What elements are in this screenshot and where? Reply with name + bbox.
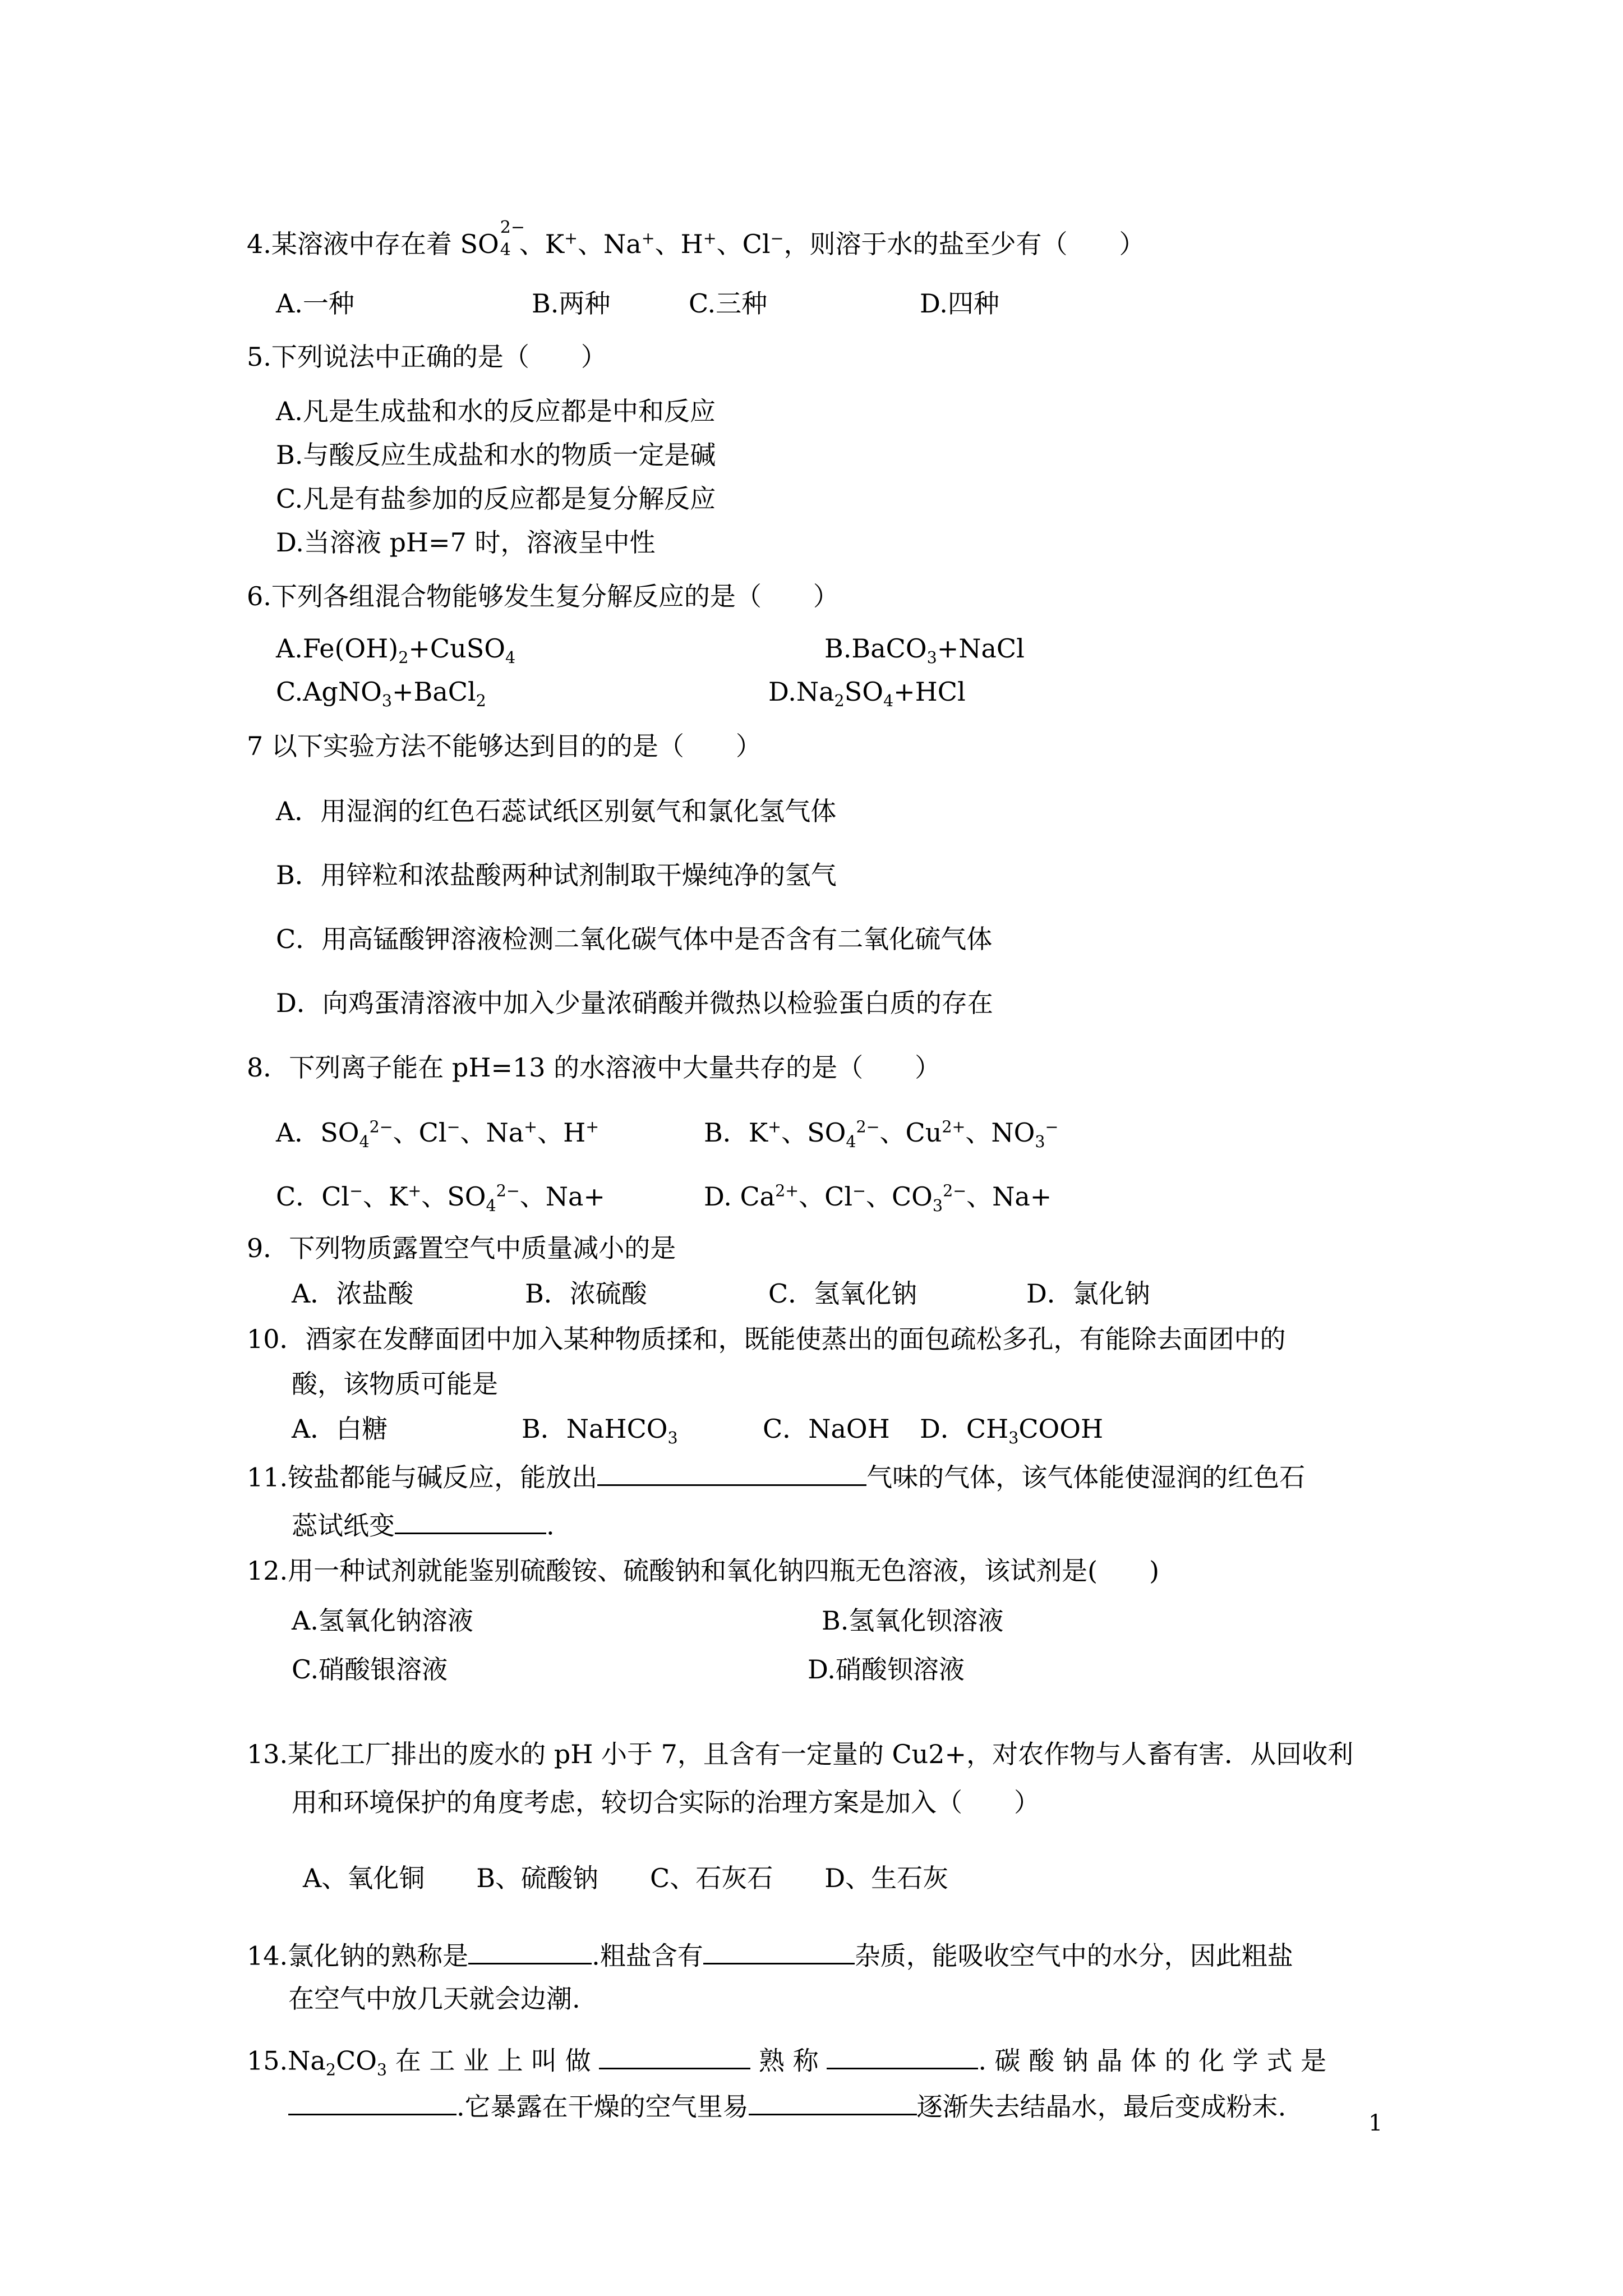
q12-option-a[interactable]: A.氢氧化钠溶液 [292, 1605, 473, 1636]
q5-option-d[interactable]: D.当溶液 pH=7 时，溶液呈中性 [276, 527, 656, 558]
q6-option-d[interactable]: $D.Na_2SO_4+HCl$ [768, 677, 966, 711]
q9-option-a[interactable]: A．浓盐酸 [292, 1278, 414, 1309]
q4-option-d[interactable]: D.四种 [920, 288, 999, 319]
q4-option-a[interactable]: A.一种 [276, 288, 354, 319]
q7-option-b[interactable]: B．用锌粒和浓盐酸两种试剂制取干燥纯净的氢气 [276, 860, 837, 890]
question-14-line1: 14.氯化钠的熟称是 .粗盐含有 杂质，能吸收空气中的水分，因此粗盐 [247, 1940, 1293, 1971]
q12-option-b[interactable]: B.氢氧化钡溶液 [822, 1605, 1004, 1636]
q12-option-d[interactable]: D.硝酸钡溶液 [808, 1654, 965, 1685]
question-11-line2: 蕊试纸变 . [292, 1510, 555, 1541]
question-9-stem: 9．下列物质露置空气中质量减小的是 [247, 1233, 676, 1263]
question-5-stem: 5.下列说法中正确的是（ ） [247, 342, 607, 372]
q10-option-b[interactable]: B．NaHCO$_3$ [522, 1414, 678, 1448]
q7-option-d[interactable]: D．向鸡蛋清溶液中加入少量浓硝酸并微热以检验蛋白质的存在 [276, 988, 993, 1018]
question-10-stem-line2: 酸，该物质可能是 [292, 1369, 498, 1399]
q13-options[interactable]: A、氧化铜 B、硫酸钠 C、石灰石 D、生石灰 [303, 1863, 949, 1893]
question-15-line1: $15.Na_2CO_3$ 在 工 业 上 叫 做 熟 称 . 碳 酸 钠 晶 体 的 化 学 式 是 [247, 2045, 1327, 2079]
question-12-stem: 12.用一种试剂就能鉴别硫酸铵、硫酸钠和氧化钠四瓶无色溶液，该试剂是( ) [247, 1556, 1160, 1586]
q6-option-c[interactable]: C.AgNO$_3$+BaCl$_2$ [276, 677, 486, 711]
question-7-stem: 7 以下实验方法不能够达到目的的是（ ） [247, 731, 762, 761]
q9-option-b[interactable]: B．浓硫酸 [525, 1278, 647, 1309]
q8-option-d[interactable]: D. $Ca^{2+}$、Cl−、$CO_3^{2-}$、Na+ [704, 1181, 1052, 1216]
q5-option-a[interactable]: A.凡是生成盐和水的反应都是中和反应 [276, 396, 716, 426]
q8-option-c[interactable]: C．Cl−、K+、$SO_4^{2-}$、Na+ [276, 1181, 605, 1216]
q10-option-d[interactable]: D．$CH_3COOH$ [920, 1414, 1104, 1448]
question-11-line1: 11.铵盐都能与碱反应，能放出 气味的气体，该气体能使湿润的红色石 [247, 1462, 1306, 1493]
q7-option-c[interactable]: C．用高锰酸钾溶液检测二氧化碳气体中是否含有二氧化硫气体 [276, 924, 993, 954]
q15-blank-2[interactable] [827, 2045, 978, 2069]
q9-option-c[interactable]: C．氢氧化钠 [768, 1278, 917, 1309]
q5-option-c[interactable]: C.凡是有盐参加的反应都是复分解反应 [276, 484, 716, 514]
q15-blank-4[interactable] [749, 2091, 917, 2115]
q11-blank-1[interactable] [597, 1461, 866, 1486]
q11-blank-2[interactable] [395, 1510, 546, 1534]
question-14-line2: 在空气中放几天就会边潮. [288, 1984, 580, 2014]
q8-option-b[interactable]: B．K+、$SO_4^{2-}$、$Cu^{2+}$、$NO_3^-$ [704, 1117, 1059, 1152]
question-6-stem: 6.下列各组混合物能够发生复分解反应的是（ ） [247, 581, 839, 611]
q14-blank-2[interactable] [703, 1940, 855, 1964]
question-8-stem: 8．下列离子能在 pH=13 的水溶液中大量共存的是（ ） [247, 1052, 941, 1083]
q10-option-a[interactable]: A．白糖 [292, 1414, 388, 1444]
page-number: 1 [1368, 2110, 1383, 2136]
question-10-stem-line1: 10．酒家在发酵面团中加入某种物质揉和，既能使蒸出的面包疏松多孔，有能除去面团中的 [247, 1324, 1286, 1354]
q6-option-b[interactable]: B.BaCO$_3$+NaCl [824, 633, 1025, 668]
question-15-line2: .它暴露在干燥的空气里易 逐渐失去结晶水，最后变成粉末. [288, 2091, 1286, 2119]
q15-blank-1[interactable] [599, 2045, 750, 2069]
q8-option-a[interactable]: A．$SO_4^{2-}$、Cl−、Na+、H+ [276, 1117, 600, 1152]
question-4-stem: 4.某溶液中存在着 SO 2− 4 、K+、Na+、H+、Cl−，则溶于水的盐至少有（ ） [247, 218, 1145, 260]
q10-option-c[interactable]: C．NaOH [763, 1414, 890, 1444]
q5-option-b[interactable]: B.与酸反应生成盐和水的物质一定是碱 [276, 440, 716, 470]
q12-option-c[interactable]: C.硝酸银溶液 [292, 1654, 448, 1685]
q6-option-a[interactable]: $A.Fe(OH)_2+CuSO_4$ [276, 633, 516, 668]
q15-blank-3[interactable] [288, 2091, 457, 2115]
question-13-stem-line1: 13.某化工厂排出的废水的 pH 小于 7，且含有一定量的 Cu2+，对农作物与人畜有害．从回收利 [247, 1739, 1354, 1769]
q14-blank-1[interactable] [468, 1940, 592, 1964]
question-13-stem-line2: 用和环境保护的角度考虑，较切合实际的治理方案是加入（ ） [292, 1787, 1040, 1818]
q7-option-a[interactable]: A．用湿润的红色石蕊试纸区别氨气和氯化氢气体 [276, 796, 837, 826]
q4-option-b[interactable]: B.两种 [532, 288, 611, 319]
q4-option-c[interactable]: C.三种 [689, 288, 768, 319]
q9-option-d[interactable]: D．氯化钠 [1026, 1278, 1150, 1309]
